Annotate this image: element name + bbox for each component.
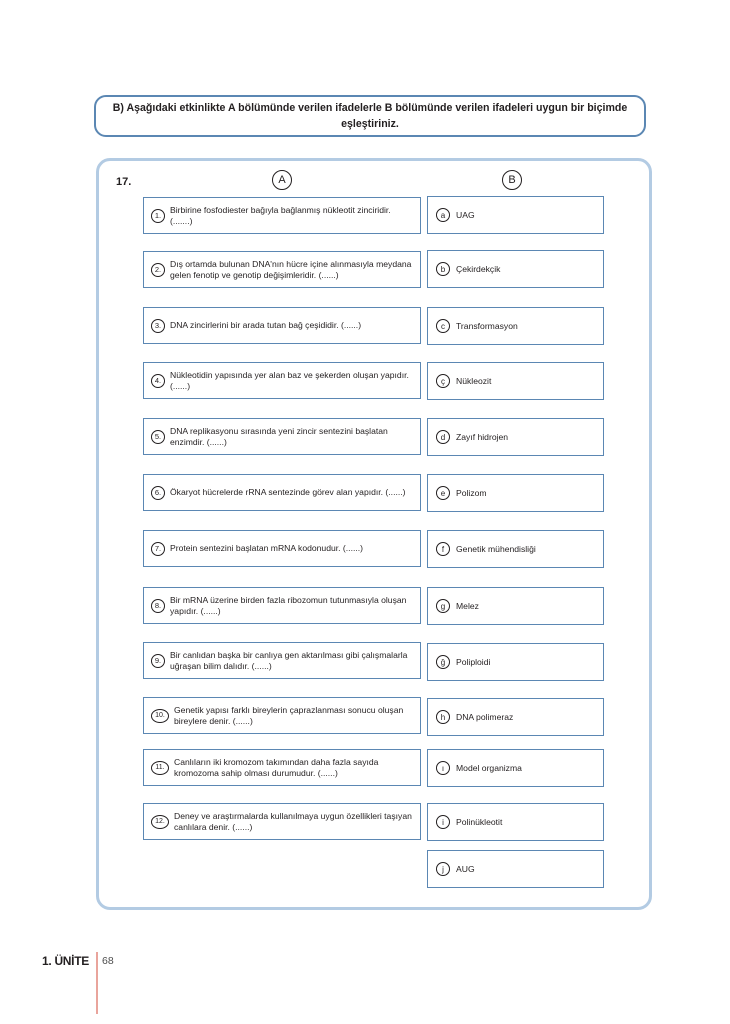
statement-5 — [143, 418, 421, 455]
option-text: DNA polimeraz — [456, 712, 514, 722]
option-dotless-i — [427, 749, 604, 787]
instruction-box — [94, 95, 646, 137]
statement-text: Nükleotidin yapısında yer alan baz ve şekerden oluşan yapıdır. (......) — [170, 369, 409, 391]
statement-text: Dış ortamda bulunan DNA'nın hücre içine alınmasıyla meydana gelen fenotip ve genotip değişimleridir. (......) — [170, 258, 412, 280]
statement-2 — [143, 251, 421, 288]
option-c — [427, 307, 604, 345]
option-text: Model organizma — [456, 763, 522, 773]
statement-10 — [143, 697, 421, 734]
option-text: Zayıf hidrojen — [456, 432, 509, 442]
statement-6 — [143, 474, 421, 511]
statement-11 — [143, 749, 421, 786]
statement-3 — [143, 307, 421, 344]
statement-text: Bir canlıdan başka bir canlıya gen aktarılması gibi çalışmalarla uğraşan bilim dalıdır. (......) — [170, 649, 408, 671]
statement-number: 3. — [151, 319, 165, 333]
option-letter: e — [436, 486, 450, 500]
statement-8 — [143, 587, 421, 624]
option-i — [427, 803, 604, 841]
option-text: Transformasyon — [456, 321, 518, 331]
column-a-header: A — [272, 170, 292, 190]
option-f — [427, 530, 604, 568]
statement-12 — [143, 803, 421, 840]
statement-4 — [143, 362, 421, 399]
option-letter: g — [436, 599, 450, 613]
option-h — [427, 698, 604, 736]
statement-number: 8. — [151, 599, 165, 613]
statement-number: 6. — [151, 486, 165, 500]
statement-text: Protein sentezini başlatan mRNA kodonudur. (......) — [170, 543, 363, 553]
option-letter: ç — [436, 374, 450, 388]
statement-number: 11. — [151, 761, 169, 775]
option-text: Nükleozit — [456, 376, 492, 386]
statement-1 — [143, 197, 421, 234]
option-letter: c — [436, 319, 450, 333]
option-letter: ı — [436, 761, 450, 775]
statement-text: DNA replikasyonu sırasında yeni zincir sentezini başlatan enzimdir. (......) — [170, 425, 388, 447]
option-text: UAG — [456, 210, 475, 220]
statement-number: 1. — [151, 209, 165, 223]
option-g — [427, 587, 604, 625]
option-text: Polizom — [456, 488, 487, 498]
statement-number: 4. — [151, 374, 165, 388]
option-text: Çekirdekçik — [456, 264, 501, 274]
statement-number: 9. — [151, 654, 165, 668]
option-letter: a — [436, 208, 450, 222]
statement-text: Bir mRNA üzerine birden fazla ribozomun tutunmasıyla oluşan yapıdır. (......) — [170, 594, 407, 616]
option-letter: j — [436, 862, 450, 876]
footer-divider — [96, 952, 98, 1014]
option-letter: d — [436, 430, 450, 444]
instruction-text: B) Aşağıdaki etkinlikte A bölümünde verilen ifadelerle B bölümünde verilen ifadeleri uygun bir biçimde eşleştiriniz. — [112, 102, 628, 130]
statement-text: Ökaryot hücrelerde rRNA sentezinde görev alan yapıdır. (......) — [170, 487, 406, 497]
option-d — [427, 418, 604, 456]
option-text: Poliploidi — [456, 657, 491, 667]
option-cedilla-c — [427, 362, 604, 400]
column-b-header: B — [502, 170, 522, 190]
option-text: Melez — [456, 601, 479, 611]
option-text: AUG — [456, 864, 475, 874]
statement-text: Genetik yapısı farklı bireylerin çaprazlanması sonucu oluşan bireylere denir. (......) — [174, 704, 404, 726]
option-letter: f — [436, 542, 450, 556]
option-text: Polinükleotit — [456, 817, 503, 827]
statement-text: Deney ve araştırmalarda kullanılmaya uygun özellikleri taşıyan canlılara denir. (......) — [174, 810, 412, 832]
option-letter: ğ — [436, 655, 450, 669]
option-j — [427, 850, 604, 888]
question-number: 17. — [116, 176, 132, 188]
statement-number: 5. — [151, 430, 165, 444]
page-number: 68 — [102, 955, 114, 967]
statement-7 — [143, 530, 421, 567]
statement-number: 7. — [151, 542, 165, 556]
option-letter: b — [436, 262, 450, 276]
option-soft-g — [427, 643, 604, 681]
statement-text: Canlıların iki kromozom takımından daha fazla sayıda kromozoma sahip olması durumudur. (......) — [174, 756, 379, 778]
statement-text: DNA zincirlerini bir arada tutan bağ çeşididir. (......) — [170, 320, 362, 330]
statement-number: 12. — [151, 815, 169, 829]
option-e — [427, 474, 604, 512]
statement-text: Birbirine fosfodiester bağıyla bağlanmış nükleotit zinciridir. (.......) — [170, 204, 391, 226]
statement-number: 2. — [151, 263, 165, 277]
option-letter: h — [436, 710, 450, 724]
statement-number: 10. — [151, 709, 169, 723]
option-b — [427, 250, 604, 288]
statement-9 — [143, 642, 421, 679]
option-letter: i — [436, 815, 450, 829]
option-a — [427, 196, 604, 234]
unit-label: 1. ÜNİTE — [42, 954, 89, 968]
option-text: Genetik mühendisliği — [456, 544, 536, 554]
